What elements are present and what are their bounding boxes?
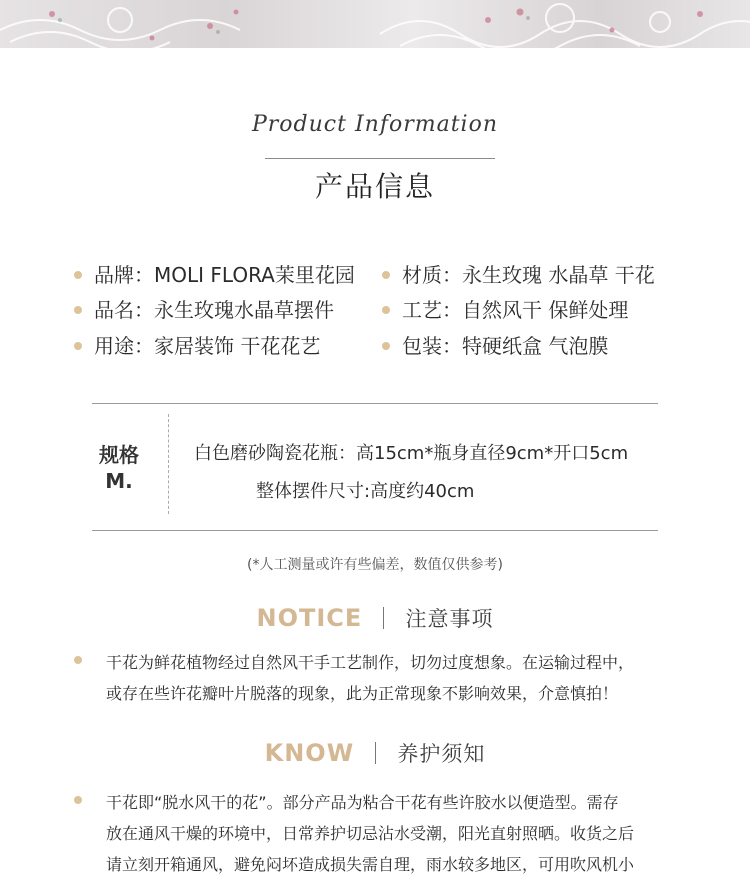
know-heading-cn: 养护须知: [397, 742, 486, 766]
info-text: 材质：永生玫瑰 水晶草 干花: [402, 263, 655, 287]
bullet-dot-icon: [74, 342, 82, 350]
spec-overall-size: 整体摆件尺寸:高度约40cm: [256, 481, 475, 502]
bullet-dot-icon: [382, 271, 390, 279]
heading-separator: [383, 607, 384, 629]
spec-label: 规格: [99, 443, 139, 467]
measurement-note: (*人工测量或许有些偏差，数值仅供参考): [247, 557, 503, 573]
lace-flower-photo: [0, 0, 750, 48]
notice-heading-cn: 注意事项: [405, 607, 494, 631]
spec-top-divider: [92, 403, 658, 404]
page-title: 产品信息: [314, 170, 435, 203]
spec-vase-dimensions: 白色磨砂陶瓷花瓶：高15cm*瓶身直径9cm*开口5cm: [194, 443, 629, 464]
info-text: 工艺：自然风干 保鲜处理: [402, 298, 629, 322]
bullet-dot-icon: [74, 656, 82, 664]
bullet-dot-icon: [74, 306, 82, 314]
notice-heading-en: NOTICE: [256, 604, 363, 632]
spec-label-size: M.: [105, 469, 133, 493]
spec-bottom-divider: [92, 530, 658, 531]
title-divider: [265, 158, 495, 159]
info-text: 包装：特硬纸盒 气泡膜: [402, 334, 609, 358]
info-text: 用途：家居装饰 干花花艺: [94, 334, 321, 358]
know-line: 放在通风干燥的环境中，日常养护切忌沾水受潮，阳光直射照晒。收货之后: [106, 824, 635, 843]
heading-separator: [375, 742, 376, 764]
bullet-dot-icon: [382, 342, 390, 350]
hero-image: [0, 0, 750, 48]
script-title: Product Information: [251, 112, 498, 137]
bullet-dot-icon: [382, 306, 390, 314]
know-line: 请立刻开箱通风，避免闷坏造成损失需自理，雨水较多地区，可用吹风机小: [106, 855, 635, 874]
info-text: 品名：永生玫瑰水晶草摆件: [94, 298, 334, 322]
know-line: 干花即“脱水风干的花”。部分产品为粘合干花有些许胶水以便造型。需存: [106, 793, 619, 812]
notice-line: 或存在些许花瓣叶片脱落的现象，此为正常现象不影响效果，介意慎拍！: [106, 684, 619, 703]
bullet-dot-icon: [74, 796, 82, 804]
know-heading-en: KNOW: [264, 739, 355, 767]
info-text: 品牌：MOLI FLORA茉里花园: [94, 263, 355, 287]
bullet-dot-icon: [74, 271, 82, 279]
notice-heading: [0, 603, 750, 633]
notice-line: 干花为鲜花植物经过自然风干手工艺制作，切勿过度想象。在运输过程中，: [106, 653, 635, 672]
spec-dashed-divider: [168, 414, 169, 514]
know-heading: [0, 738, 750, 768]
